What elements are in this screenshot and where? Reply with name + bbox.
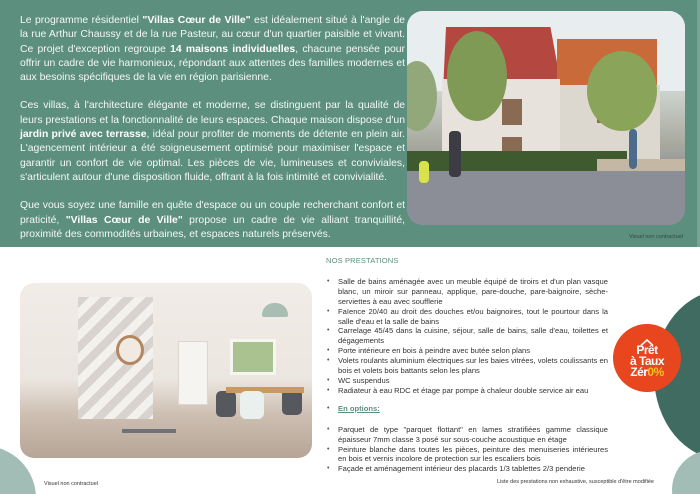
intro-paragraph-2	[20, 99, 405, 185]
optional-features	[326, 425, 608, 475]
badge-line-2: à Taux	[629, 353, 665, 368]
options-header	[326, 404, 608, 414]
program-name: "Villas Cœur de Ville"	[65, 214, 183, 226]
intro-paragraph-3	[20, 199, 405, 242]
list-item: • Façade et aménagement intérieur des placards 1/3 tablettes 2/3 penderie	[326, 464, 608, 474]
options-label: En options:	[338, 403, 380, 413]
list-item: • WC suspendus	[326, 376, 608, 386]
decorative-circle	[672, 450, 700, 494]
interior-photo	[20, 283, 312, 458]
prestations-disclaimer: Liste des prestations non exhaustive, susceptible d'être modifiée	[497, 479, 654, 485]
list-item: • Parquet de type "parquet flottant" en lames stratifiées gamme classique épaisseur 7mm classe 3 posé sur sous-couche acoustique en étage	[326, 425, 608, 445]
text: Ces villas, à l'architecture élégante et moderne, se distinguent par la qualité de leurs prestations et la fonctionnalité de leurs espaces. Chaque maison dispose d'un	[20, 100, 405, 126]
pret-taux-zero-badge	[613, 324, 681, 392]
list-item: • Radiateur à eau RDC et étage par pompe à chaleur double service air eau	[326, 386, 608, 396]
list-item: • Volets roulants aluminium électriques sur les baies vitrées, volets coulissants en bois et volets bois battants selon les plans	[326, 356, 608, 376]
options-label-item	[326, 404, 608, 414]
badge-percent: 0%	[647, 364, 664, 379]
text: , chacune pensée pour offrir un cadre de vie harmonieux, répondant aux attentes des familles modernes et aux besoins spécifiques de la vie en région parisienne.	[20, 43, 405, 84]
badge-line-1: Prêt	[636, 342, 658, 357]
disclaimer-caption: Visuel non contractuel	[628, 234, 683, 240]
prestations-list	[326, 256, 608, 474]
standard-features	[326, 277, 608, 396]
list-item: • Carrelage 45/45 dans la cuisine, séjour, salle de bains, salle d'eau, toilettes et dégagements	[326, 326, 608, 346]
badge-line-3	[630, 364, 664, 379]
disclaimer-caption: Visuel non contractuel	[44, 481, 99, 487]
text: , idéal pour profiter de moments de détente en plein air. L'agencement intérieur a été soigneusement optimisé pour maximiser l'espace et garantir un confort de vie optimal. Les pièces de vie, lumineuses et conviviales, s'articulent autour d'une disposition fluide, offrant à la fois intimité et convivialité.	[20, 129, 405, 183]
exterior-photo	[407, 11, 685, 225]
house-count: 14 maisons individuelles	[170, 43, 296, 55]
text: propose un cadre de vie alliant tranquillité, proximité des commodités urbaines, et espaces naturels préservés.	[20, 214, 406, 240]
list-item: • Peinture blanche dans toutes les pièces, peinture des menuiseries intérieures en bois et vernis incolore de protection sur les escaliers bois	[326, 445, 608, 465]
text: Que vous soyez une famille en quête d'espace ou un couple recherchant confort et praticité,	[20, 200, 405, 226]
list-item: • Porte intérieure en bois à peindre avec butée selon plans	[326, 346, 608, 356]
list-item: • Faïence 20/40 au droit des douches et/ou baignoires, tout le pourtour dans la salle d'eau et la salle de bains	[326, 307, 608, 327]
program-name: "Villas Cœur de Ville"	[142, 15, 251, 26]
list-item: • Salle de bains aménagée avec un meuble équipé de tiroirs et d'un plan vasque blanc, un miroir sur panneau, applique, pare-douche, pare-baignoire, sèche-serviettes à eau avec soufflerie	[326, 277, 608, 307]
garden-highlight: jardin privé avec terrasse	[20, 129, 147, 141]
intro-paragraph-1	[20, 14, 405, 85]
intro-text	[20, 14, 405, 256]
text: est idéalement situé à l'angle de la rue Arthur Chaussy et de la rue Pasteur, au cœur d'un quartier paisible et vivant. Ce projet d'exception regroupe	[20, 15, 405, 55]
text: Le programme résidentiel	[20, 15, 143, 26]
badge-zero-text: Zér	[630, 364, 648, 379]
section-title: NOS PRESTATIONS	[326, 256, 399, 265]
